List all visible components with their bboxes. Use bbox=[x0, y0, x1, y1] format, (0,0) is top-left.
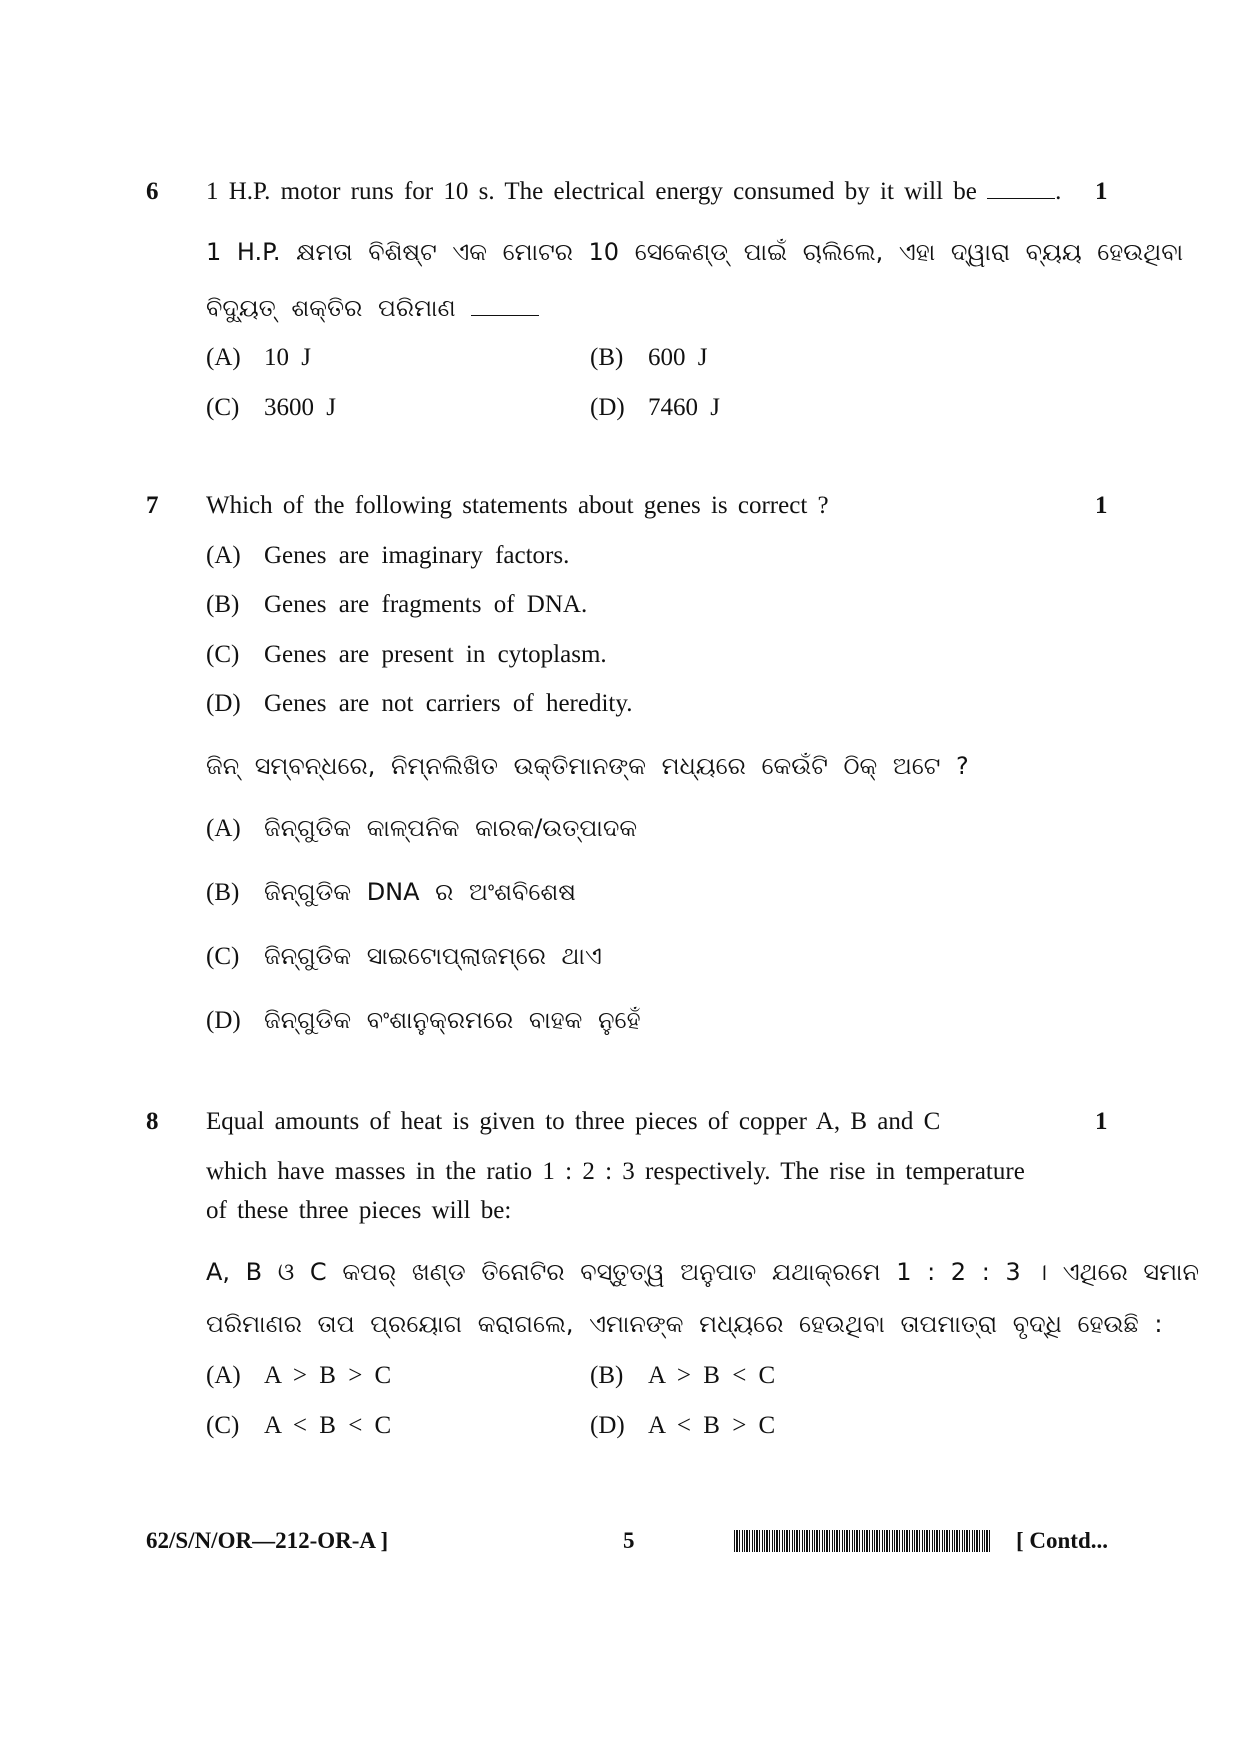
q6-number: 6 bbox=[146, 178, 159, 205]
q7-option-c-or bbox=[206, 942, 602, 971]
option-text: ଜିନ୍‌ଗୁଡିକ କାଳ୍ପନିକ କାରକ/ଉତ୍ପାଦକ bbox=[264, 814, 638, 842]
q6-blank bbox=[987, 178, 1055, 199]
option-label: (C) bbox=[206, 394, 240, 421]
q7-option-a-or bbox=[206, 814, 637, 843]
option-label: (C) bbox=[206, 641, 240, 668]
option-label: (A) bbox=[206, 344, 241, 371]
option-text: ଜିନ୍‌ଗୁଡିକ ବଂଶାନୁକ୍ରମରେ ବାହକ ନୁହେଁ bbox=[264, 1006, 641, 1034]
q6-text-or-2-body: ବିଦ୍ୟୁତ୍ ଶକ୍ତିର ପରିମାଣ bbox=[206, 294, 456, 322]
option-label: (D) bbox=[590, 394, 625, 421]
q8-text-or-1: A, B ଓ C କପର୍ ଖଣ୍ଡ ତିନୋଟିର ବସ୍ତୁତ୍ୱ ଅନୁପାତ ଯଥାକ୍ରମେ 1 : 2 : 3 । ଏଥିରେ ସମାନ bbox=[206, 1258, 1200, 1286]
q7-number: 7 bbox=[146, 492, 159, 519]
q8-option-d bbox=[590, 1412, 775, 1440]
q7-option-a-en bbox=[206, 542, 569, 570]
q6-option-a bbox=[206, 344, 311, 372]
paper-code: 62/S/N/OR—212-OR-A ] bbox=[146, 1528, 389, 1553]
option-text: 10 J bbox=[264, 344, 311, 371]
option-label: (D) bbox=[590, 1412, 625, 1439]
option-label: (B) bbox=[590, 1362, 624, 1389]
q6-marks: 1 bbox=[1095, 178, 1108, 205]
option-label: (D) bbox=[206, 690, 241, 717]
option-text: 3600 J bbox=[264, 394, 336, 421]
q8-marks: 1 bbox=[1095, 1108, 1108, 1135]
contd-label: [ Contd... bbox=[1016, 1528, 1109, 1553]
option-label: (B) bbox=[590, 344, 624, 371]
q8-option-c bbox=[206, 1412, 391, 1440]
option-text: Genes are present in cytoplasm. bbox=[264, 641, 607, 668]
option-label: (A) bbox=[206, 1362, 241, 1389]
q6-text-en bbox=[206, 178, 1066, 206]
option-text: A < B > C bbox=[648, 1412, 776, 1439]
option-text: Genes are fragments of DNA. bbox=[264, 591, 588, 618]
option-label: (B) bbox=[206, 591, 240, 618]
q7-marks: 1 bbox=[1095, 492, 1108, 519]
q7-option-b-or bbox=[206, 878, 576, 907]
option-text: ଜିନ୍‌ଗୁଡିକ ସାଇଟୋପ୍ଲାଜମ୍‌ରେ ଥାଏ bbox=[264, 942, 602, 970]
option-text: 600 J bbox=[648, 344, 708, 371]
option-text: 7460 J bbox=[648, 394, 720, 421]
option-label: (A) bbox=[206, 815, 241, 842]
q6-text-en-body: 1 H.P. motor runs for 10 s. The electrical energy consumed by it will be bbox=[206, 178, 977, 205]
option-text: Genes are not carriers of heredity. bbox=[264, 690, 633, 717]
q8-option-b bbox=[590, 1362, 775, 1390]
q6-option-c bbox=[206, 394, 336, 422]
q8-text-en-2: which have masses in the ratio 1 : 2 : 3 respectively. The rise in temperature bbox=[206, 1158, 1025, 1185]
option-text: Genes are imaginary factors. bbox=[264, 542, 570, 569]
q8-number: 8 bbox=[146, 1108, 159, 1135]
q7-option-b-en bbox=[206, 591, 587, 619]
q7-option-c-en bbox=[206, 641, 607, 669]
q7-option-d-or bbox=[206, 1006, 641, 1035]
q8-text-en-1: Equal amounts of heat is given to three pieces of copper A, B and C bbox=[206, 1108, 941, 1135]
q6-option-b bbox=[590, 344, 707, 372]
q6-option-d bbox=[590, 394, 720, 422]
q6-text-en-end: . bbox=[1055, 178, 1062, 205]
option-text: A > B < C bbox=[648, 1362, 776, 1389]
q8-text-or-2: ପରିମାଣର ତାପ ପ୍ରୟୋଗ କରାଗଲେ, ଏମାନଙ୍କ ମଧ୍ୟରେ ହେଉଥିବା ତାପମାତ୍ରା ବୃଦ୍ଧି ହେଉଛି : bbox=[206, 1310, 1163, 1338]
q6-or-blank bbox=[471, 295, 539, 316]
option-label: (D) bbox=[206, 1007, 241, 1034]
option-text: A < B < C bbox=[264, 1412, 392, 1439]
q8-text-en-3: of these three pieces will be: bbox=[206, 1197, 512, 1224]
q7-option-d-en bbox=[206, 690, 633, 718]
option-text: ଜିନ୍‌ଗୁଡିକ DNA ର ଅଂଶବିଶେଷ bbox=[264, 878, 576, 906]
q7-text-en: Which of the following statements about genes is correct ? bbox=[206, 492, 829, 519]
q6-text-or-1: 1 H.P. କ୍ଷମତା ବିଶିଷ୍ଟ ଏକ ମୋଟର 10 ସେକେଣ୍ଡ୍ ପାଇଁ ଚାଲିଲେ, ଏହା ଦ୍ୱାରା ବ୍ୟୟ ହେଉଥିବା bbox=[206, 238, 1184, 266]
q7-text-or: ଜିନ୍ ସମ୍ବନ୍ଧରେ, ନିମ୍ନଲିଖିତ ଉକ୍ତିମାନଙ୍କ ମଧ୍ୟରେ କେଉଁଟି ଠିକ୍ ଅଟେ ? bbox=[206, 752, 969, 780]
option-label: (A) bbox=[206, 542, 241, 569]
barcode bbox=[734, 1530, 990, 1552]
q8-option-a bbox=[206, 1362, 391, 1390]
q6-text-or-2 bbox=[206, 294, 1066, 322]
page-number: 5 bbox=[623, 1528, 635, 1553]
option-label: (C) bbox=[206, 1412, 240, 1439]
option-label: (C) bbox=[206, 943, 240, 970]
option-label: (B) bbox=[206, 879, 240, 906]
option-text: A > B > C bbox=[264, 1362, 392, 1389]
